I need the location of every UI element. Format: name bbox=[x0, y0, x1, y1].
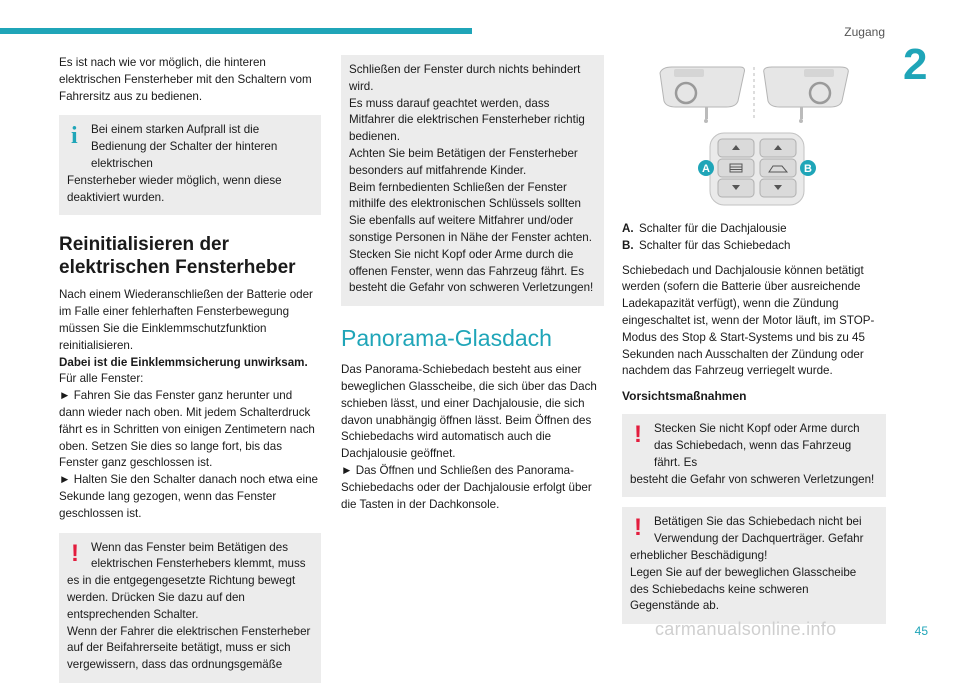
roof-console-illustration bbox=[622, 55, 886, 215]
panorama-step: ► Das Öffnen und Schließen des Panorama-Schiebedachs oder der Dachjalousie erfolgt über die Tasten in der Dachkonsole. bbox=[341, 463, 592, 511]
car-overview-right bbox=[764, 67, 849, 123]
warning-cont-3: Achten Sie beim Betätigen der Fensterheber besonders auf mitfahrende Kinder. bbox=[349, 146, 578, 177]
column-right bbox=[622, 55, 886, 624]
illustration-legend bbox=[622, 221, 886, 255]
warning-box-continued bbox=[341, 55, 604, 306]
label-b-text: B bbox=[804, 163, 812, 175]
column-left bbox=[59, 55, 321, 683]
warning-rest: es in die entgegengesetzte Richtung bewegt werden. Drücken Sie dazu auf den entsprechenden Schalter. bbox=[67, 574, 296, 621]
warning-head-rest: besteht die Gefahr von schweren Verletzungen! bbox=[630, 472, 875, 486]
warning-head-first: Stecken Sie nicht Kopf oder Arme durch das Schiebedach, wenn das Fahrzeug fährt. Es bbox=[654, 422, 860, 469]
roof-console-buttons bbox=[710, 133, 804, 205]
reinit-paragraph: Nach einem Wiederanschließen der Batterie oder im Falle einer fehlerhaften Fensterbewegung müssen Sie die Einklemmschutzfunktion reinitialisieren. bbox=[59, 288, 313, 352]
warning-first: Wenn das Fenster beim Betätigen des elektrischen Fensterhebers klemmt, muss bbox=[91, 540, 306, 571]
conditions-paragraph: Schiebedach und Dachjalousie können betätigt werden (sofern die Batterie über ausreichende Ladekapazität verfügt), wenn die Zündung eingeschaltet ist, wenn der Motor läuft, im STOP-Modus des Stop & Start-Systems und bis zu 45 Sekunden nach Ausschalten der Zündung oder nachdem das Fahrzeug verriegelt wurde. bbox=[622, 263, 875, 378]
info-box-first: Bei einem starken Aufprall ist die Bedienung der Schalter der hinteren elektrischen bbox=[91, 123, 278, 170]
warning-icon: ! bbox=[634, 514, 642, 542]
warning-cont-4: Beim fernbedienten Schließen der Fenster mithilfe des elektronischen Schlüssels sollten Sie ebenfalls auf weitere Mitfahrer und/oder sonstige Personen in Nähe der Fenster achten. bbox=[349, 180, 592, 244]
for-all-windows: Für alle Fenster: bbox=[59, 372, 144, 386]
warning-cont-5: Stecken Sie nicht Kopf oder Arme durch die offenen Fenster, wenn das Fahrzeug fährt. Es besteht die Gefahr von schweren Verletzungen! bbox=[349, 247, 594, 295]
step-one: ► Fahren Sie das Fenster ganz herunter und dann wieder nach oben. Mit jedem Schalterdruck fährt es in Schritten von einigen Zentimetern nach oben. Setzen Sie dies so lange fort, bis das Fenster ganz geschlossen ist. bbox=[59, 389, 315, 470]
warning-box-pinch bbox=[59, 533, 321, 683]
warning-icon: ! bbox=[634, 421, 642, 449]
header-accent-bar bbox=[0, 28, 472, 34]
warning-icon: ! bbox=[71, 539, 79, 567]
info-box bbox=[59, 115, 321, 215]
reinit-bold-note: Dabei ist die Einklemmsicherung unwirksam. bbox=[59, 355, 308, 369]
section-heading-reinit: Reinitialisieren der elektrischen Fensterheber bbox=[59, 234, 296, 279]
label-a-text: A bbox=[702, 163, 710, 175]
section-title: Zugang bbox=[844, 25, 885, 39]
warning-bars-rest: erheblicher Beschädigung! bbox=[630, 548, 768, 562]
car-overview-left bbox=[660, 67, 745, 123]
page-number: 45 bbox=[914, 624, 928, 638]
warning-cont-1: Schließen der Fenster durch nichts behindert wird. bbox=[349, 63, 581, 93]
warning-box-head bbox=[622, 414, 886, 497]
warning-box-roof-bars bbox=[622, 507, 886, 624]
column-middle bbox=[341, 55, 604, 513]
intro-paragraph: Es ist nach wie vor möglich, die hinteren elektrischen Fensterheber mit den Schaltern vom Fahrersitz aus zu bedienen. bbox=[59, 56, 312, 103]
watermark: carmanualsonline.info bbox=[655, 619, 837, 639]
legend-item-a: A. Schalter für die Dachjalousie bbox=[622, 222, 787, 235]
warning-bars-rest-2: Legen Sie auf der beweglichen Glasscheibe des Schiebedachs keine schweren Gegenstände ab. bbox=[630, 565, 857, 613]
warning-rest-2: Wenn der Fahrer die elektrischen Fensterheber auf der Beifahrerseite betätigt, muss er sich vergewissern, dass das ordnungsgemäße bbox=[67, 624, 311, 672]
roof-console-diagram bbox=[622, 55, 886, 215]
step-two: ► Halten Sie den Schalter danach noch etwa eine Sekunde lang gezogen, wenn das Fenster geschlossen ist. bbox=[59, 473, 318, 520]
chapter-number: 2 bbox=[903, 40, 928, 89]
section-heading-panorama: Panorama-Glasdach bbox=[341, 325, 552, 352]
info-box-rest: Fensterheber wieder möglich, wenn diese deaktiviert wurden. bbox=[67, 173, 282, 204]
legend-item-b: B. Schalter für das Schiebedach bbox=[622, 238, 791, 252]
warning-bars-first: Betätigen Sie das Schiebedach nicht bei Verwendung der Dachquerträger. Gefahr bbox=[654, 515, 864, 546]
warning-cont-2: Es muss darauf geachtet werden, dass Mitfahrer die elektrischen Fensterheber richtig bedienen. bbox=[349, 96, 585, 144]
panorama-paragraph: Das Panorama-Schiebedach besteht aus einer beweglichen Glasscheibe, die sich über das Dach schieben lässt, und einer Dachjalousie, die sich davon unabhängig öffnen lässt. Beim Öffnen des Schiebedachs wird automatisch auch die Dachjalousie geöffnet. bbox=[341, 363, 597, 461]
precautions-heading: Vorsichtsmaßnahmen bbox=[622, 389, 747, 404]
info-icon: i bbox=[71, 123, 78, 150]
